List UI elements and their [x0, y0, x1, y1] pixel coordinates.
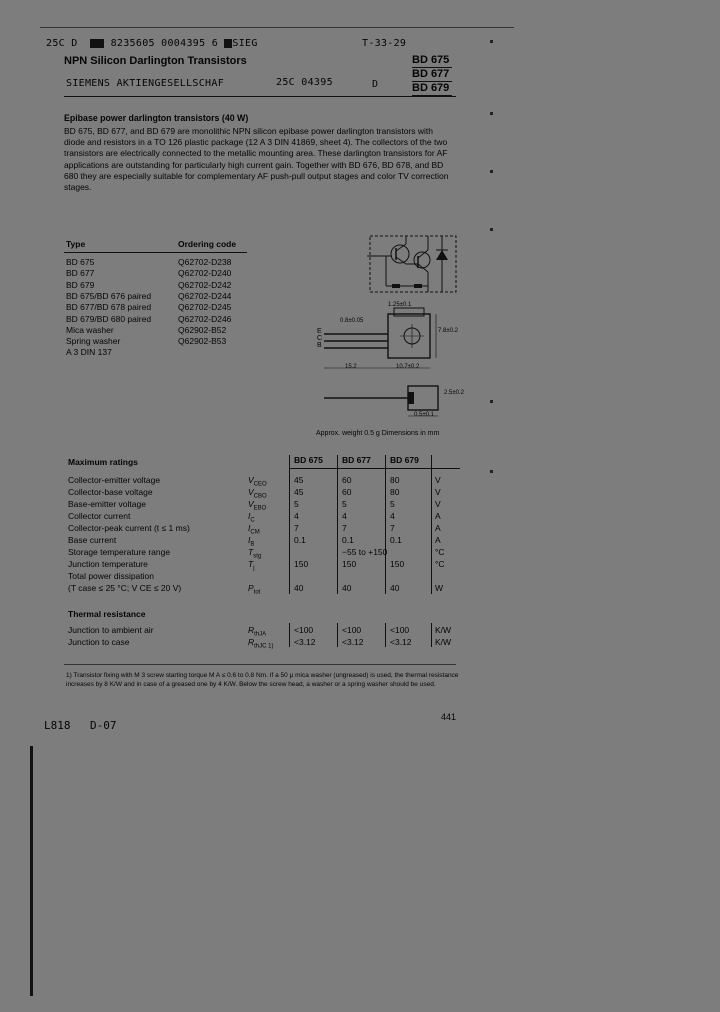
param-unit: °C	[435, 547, 445, 557]
pin-label-c: C	[317, 335, 323, 342]
param-value: 7	[294, 523, 299, 533]
param-symbol	[248, 547, 261, 560]
param-name: Collector-emitter voltage	[68, 475, 161, 485]
param-symbol-letter: I	[248, 535, 251, 545]
param-value: <100	[294, 625, 314, 635]
param-symbol	[248, 487, 267, 500]
param-unit: V	[435, 499, 441, 509]
param-value: 5	[390, 499, 395, 509]
company-d: D	[372, 79, 379, 90]
ordering-code: Q62702-D238	[178, 257, 232, 267]
dim-lead-length: 15.2	[345, 364, 357, 370]
param-symbol-sub: tot	[253, 589, 261, 596]
ordering-code: Q62702-D244	[178, 290, 232, 301]
param-name: Base current	[68, 535, 117, 545]
package-tab	[394, 308, 424, 316]
param-unit: A	[435, 511, 441, 521]
param-value: 0.1	[342, 535, 354, 545]
param-unit: °C	[435, 559, 445, 569]
company-name: SIEMENS AKTIENGESELLSCHAF	[66, 78, 225, 89]
footer-code-left: L818	[44, 719, 71, 732]
param-value: 4	[294, 511, 299, 521]
param-symbol-sub: CBO	[253, 493, 267, 500]
param-symbol-letter: T	[248, 547, 254, 557]
param-name: Collector-base voltage	[68, 487, 153, 497]
param-symbol-sub: stg	[253, 553, 262, 560]
param-symbol	[248, 625, 266, 638]
param-symbol-letter: P	[248, 583, 254, 593]
col-type: Type	[66, 239, 86, 249]
param-value: 60	[342, 487, 352, 497]
part-number-1: BD 675	[412, 54, 450, 66]
param-value: 0.1	[390, 535, 402, 545]
ordering-type: A 3 DIN 137	[66, 347, 112, 358]
ordering-code: Q62702-D240	[178, 268, 232, 279]
param-unit: V	[435, 487, 441, 497]
param-unit: K/W	[435, 625, 452, 635]
param-name: Junction to case	[68, 637, 130, 647]
dim-lead-width: 0.8±0.05	[340, 318, 364, 324]
max-ratings-heading: Maximum ratings	[68, 457, 138, 467]
col-ordering-code: Ordering code	[178, 239, 237, 249]
ordering-type: BD 679/BD 680 paired	[66, 313, 152, 324]
param-value: <3.12	[390, 637, 412, 647]
ordering-code: Q62702-D245	[178, 302, 232, 313]
header-code-line: 25C D 8235605 0004395 6 SIEG	[46, 38, 258, 49]
param-value: 7	[390, 523, 395, 533]
param-name: Base-emitter voltage	[68, 499, 146, 509]
dim-top-width: 1.25±0.1	[388, 302, 412, 308]
ordering-type: BD 677/BD 678 paired	[66, 302, 152, 313]
ordering-code: Q62902-B52	[178, 324, 227, 335]
part-number-3: BD 679	[412, 82, 450, 94]
param-symbol-sub: j	[253, 565, 255, 572]
ordering-code: Q62902-B53	[178, 336, 227, 347]
param-symbol-letter: V	[248, 475, 254, 485]
dim-body-height: 7.8±0.2	[438, 328, 458, 334]
thermal-heading: Thermal resistance	[68, 609, 146, 619]
param-symbol-sub: C	[250, 517, 255, 524]
param-value: 60	[342, 475, 352, 485]
dim-side-lead: 0.5±0.1	[414, 412, 434, 418]
param-value: 5	[294, 499, 299, 509]
param-symbol	[248, 583, 260, 596]
param-symbol	[248, 523, 260, 536]
intro-heading: Epibase power darlington transistors (40 W)	[64, 113, 249, 123]
param-symbol-sub: CM	[250, 529, 260, 536]
param-symbol	[248, 559, 255, 572]
param-value: 80	[390, 487, 400, 497]
pin-label-b: B	[317, 342, 322, 349]
param-value: 0.1	[294, 535, 306, 545]
param-name: Junction temperature	[68, 559, 148, 569]
param-value: 40	[294, 583, 304, 593]
param-name: Collector-peak current (t ≤ 1 ms)	[68, 523, 190, 533]
param-value: <100	[390, 625, 410, 635]
ordering-type: Spring washer	[66, 336, 121, 347]
param-unit: A	[435, 535, 441, 545]
param-unit: A	[435, 523, 441, 533]
param-symbol-sub: CEO	[253, 481, 267, 488]
param-symbol-sub: EBO	[253, 505, 267, 512]
param-value: 150	[342, 559, 357, 569]
param-value: <3.12	[294, 637, 316, 647]
figure-caption: Approx. weight 0.5 g Dimensions in mm	[316, 430, 440, 437]
param-value: 40	[390, 583, 400, 593]
ordering-type: BD 679	[66, 279, 95, 290]
param-value: 5	[342, 499, 347, 509]
col-bd679: BD 679	[390, 455, 419, 465]
page-number: 441	[441, 712, 457, 722]
param-value: <3.12	[342, 637, 364, 647]
dim-side-thickness: 2.5±0.2	[444, 390, 464, 396]
footer-code-right: D-07	[90, 719, 117, 732]
param-symbol	[248, 475, 267, 488]
param-symbol-sub: thJA	[254, 631, 267, 638]
part-number-2: BD 677	[412, 68, 450, 80]
pin-label-e: E	[317, 328, 322, 335]
param-value: 150	[294, 559, 309, 569]
param-symbol-letter: V	[248, 499, 254, 509]
param-symbol-letter: R	[248, 625, 255, 635]
param-value: <100	[342, 625, 362, 635]
param-symbol-letter: I	[248, 523, 251, 533]
param-value: 7	[342, 523, 347, 533]
footnote: 1) Transistor fixing with M 3 screw starting torque M A ≤ 0.6 to 0.8 Nm. If a 50 μ mica washer (ungreased) is used, the thermal resistance increases by 8 K/W and in case of a greased one by 4 K/W. Below the screw head, a washer or a spring washer should be used.	[66, 672, 459, 688]
ordering-code: Q62702-D246	[178, 313, 232, 324]
page-title: NPN Silicon Darlington Transistors	[64, 55, 247, 67]
param-value: 4	[342, 511, 347, 521]
param-symbol-letter: R	[248, 637, 255, 647]
param-symbol	[248, 637, 273, 650]
package-side-view	[312, 378, 462, 428]
col-bd675: BD 675	[294, 455, 323, 465]
param-name: Collector current	[68, 511, 131, 521]
param-symbol-sub: B	[250, 541, 255, 548]
param-name: (T case ≤ 25 °C; V CE ≤ 20 V)	[68, 583, 182, 593]
param-unit: V	[435, 475, 441, 485]
ordering-type: BD 675	[66, 257, 95, 267]
dim-body-width: 10.7±0.2	[396, 364, 420, 370]
param-value: 40	[342, 583, 352, 593]
ordering-type: BD 677	[66, 268, 95, 279]
col-bd677: BD 677	[342, 455, 371, 465]
param-symbol-sub: thJC 1)	[254, 643, 274, 650]
ordering-type: Mica washer	[66, 324, 114, 335]
param-symbol-letter: T	[248, 559, 254, 569]
param-value: 80	[390, 475, 400, 485]
param-name: Total power dissipation	[68, 571, 154, 581]
date-code: T-33-29	[362, 38, 407, 49]
param-value: 4	[390, 511, 395, 521]
param-symbol	[248, 535, 254, 548]
param-symbol	[248, 499, 266, 512]
param-symbol	[248, 511, 255, 524]
param-name: Junction to ambient air	[68, 625, 154, 635]
param-value: −55 to +150	[342, 547, 388, 557]
param-symbol-letter: V	[248, 487, 254, 497]
param-value: 45	[294, 475, 304, 485]
param-value: 45	[294, 487, 304, 497]
ordering-code: Q62702-D242	[178, 279, 232, 290]
circuit-schematic	[362, 228, 462, 302]
ordering-type: BD 675/BD 676 paired	[66, 290, 152, 301]
param-unit: K/W	[435, 637, 452, 647]
param-value: 150	[390, 559, 405, 569]
param-symbol-letter: I	[248, 511, 251, 521]
param-unit: W	[435, 583, 444, 593]
package-drawing	[312, 304, 462, 384]
param-name: Storage temperature range	[68, 547, 171, 557]
company-code: 25C 04395	[276, 77, 333, 88]
intro-paragraph: BD 675, BD 677, and BD 679 are monolithic NPN silicon epibase power darlington transistors with diode and resistors in a TO 126 plastic package (12 A 3 DIN 41869, sheet 4). The collectors of the two transistors are electrically connected to the metallic mounting area. These darlington transistors for AF applications are outstanding for particularly high current gain. Together with BD 676, BD 678, and BD 680 they are especially suitable for complementary AF push-pull output stages and color TV correction stages.	[64, 126, 449, 193]
